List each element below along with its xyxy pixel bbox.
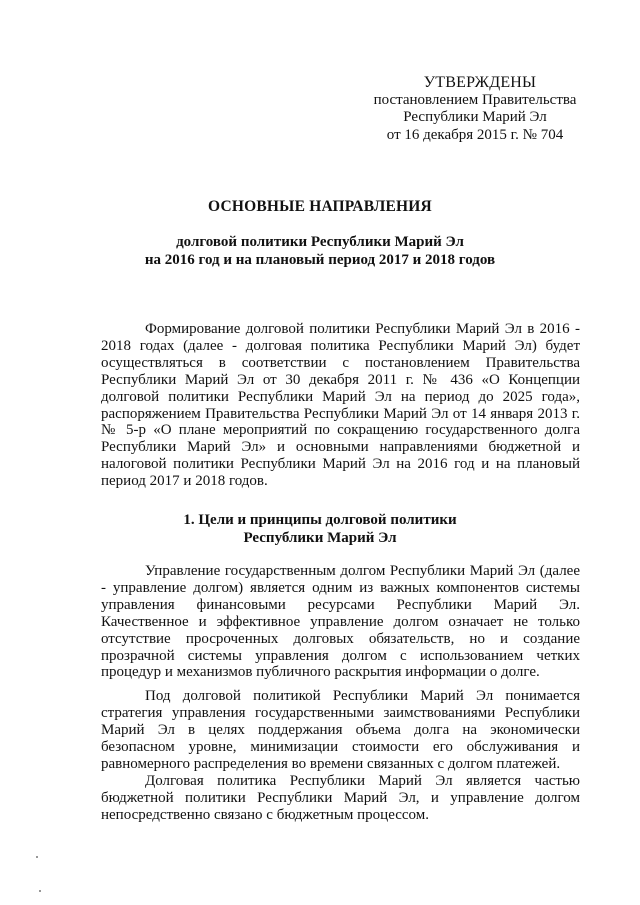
document-subtitle [100, 234, 540, 269]
section-1-paragraph-1: Управление государственным долгом Республики Марий Эл (далее - управление долгом) является одним из важных компонентов системы управления финансовыми ресурсами Республики Марий Эл. Качественное и эффективное управление долгом означает не только отсутствие просроченных долговых обязательств, но и создание прозрачной системы управления долгом с использованием четких процедур и механизмов публичного раскрытия информации о долге. [101, 563, 580, 681]
scan-speck [39, 890, 41, 892]
document-subtitle-line-1: долговой политики Республики Марий Эл [176, 234, 464, 250]
approval-line-2: Республики Марий Эл [403, 109, 547, 125]
section-1-paragraph-3: Долговая политика Республики Марий Эл является частью бюджетной политики Республики Марий Эл, и управление долгом непосредственно связано с бюджетным процессом. [101, 773, 580, 823]
document-title: ОСНОВНЫЕ НАПРАВЛЕНИЯ [208, 198, 432, 215]
section-1-heading-line-2: Республики Марий Эл [243, 529, 397, 546]
section-1-heading [100, 512, 540, 547]
section-1-heading-line-1: 1. Цели и принципы долговой политики [183, 512, 457, 528]
intro-paragraph: Формирование долговой политики Республики Марий Эл в 2016 - 2018 годах (далее - долговая политика Республики Марий Эл) будет осуществляться в соответствии с постановлением Правительства Республики Марий Эл от 30 декабря 2011 г. № 436 «О Концепции долговой политики Республики Марий Эл на период до 2025 года», распоряжением Правительства Республики Марий Эл от 14 января 2013 г. № 5-р «О плане мероприятий по сокращению государственного долга Республики Марий Эл» и основными направлениями бюджетной и налоговой политики Республики Марий Эл на 2016 год и на плановый период 2017 и 2018 годов. [101, 321, 580, 490]
document-subtitle-line-2: на 2016 год и на плановый период 2017 и 2018 годов [144, 251, 496, 268]
approval-stamp [340, 74, 610, 144]
scan-speck [36, 856, 38, 858]
approval-line-1: постановлением Правительства [373, 91, 577, 108]
approval-title: УТВЕРЖДЕНЫ [423, 74, 537, 91]
section-1-paragraph-2: Под долговой политикой Республики Марий Эл понимается стратегия управления государственными заимствованиями Республики Марий Эл в целях поддержания объема долга на экономически безопасном уровне, минимизации стоимости его обслуживания и равномерного распределения во времени связанных с долгом платежей. [101, 688, 580, 772]
approval-line-3: от 16 декабря 2015 г. № 704 [386, 126, 564, 143]
